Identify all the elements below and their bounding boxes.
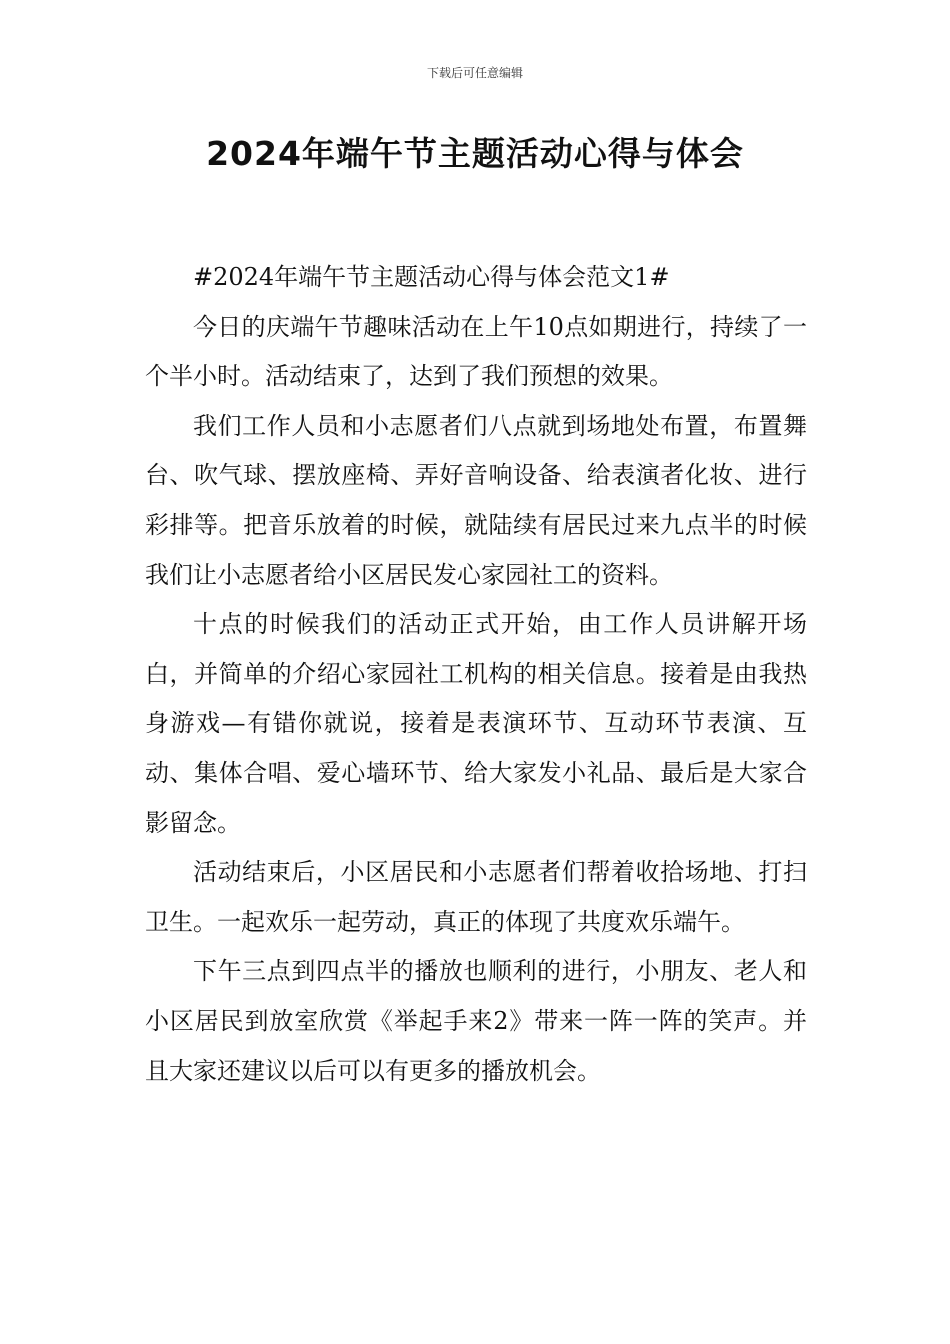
paragraph-3: 十点的时候我们的活动正式开始，由工作人员讲解开场白，并简单的介绍心家园社工机构的相关信息。接着是由我热身游戏—有错你就说，接着是表演环节、互动环节表演、互动、集体合唱、爱心墙环节、给大家发小礼品、最后是大家合影留念。 [145, 610, 807, 837]
paragraph-5: 下午三点到四点半的播放也顺利的进行，小朋友、老人和小区居民到放室欣赏《举起手来2》带来一阵一阵的笑声。并且大家还建议以后可以有更多的播放机会。 [145, 957, 807, 1085]
paragraph-subtitle: #2024年端午节主题活动心得与体会范文1# [193, 263, 670, 291]
paragraph-4: 活动结束后，小区居民和小志愿者们帮着收拾场地、打扫卫生。一起欢乐一起劳动，真正的体现了共度欢乐端午。 [145, 858, 807, 936]
header-note: 下载后可任意编辑 [426, 66, 523, 80]
document-body [145, 253, 807, 1096]
paragraph-1: 今日的庆端午节趣味活动在上午10点如期进行，持续了一个半小时。活动结束了，达到了我们预想的效果。 [145, 312, 807, 391]
document-title: 2024年端午节主题活动心得与体会 [206, 134, 744, 173]
paragraph-2: 我们工作人员和小志愿者们八点就到场地处布置，布置舞台、吹气球、摆放座椅、弄好音响设备、给表演者化妆、进行彩排等。把音乐放着的时候，就陆续有居民过来九点半的时候我们让小志愿者给小区居民发心家园社工的资料。 [145, 411, 807, 589]
